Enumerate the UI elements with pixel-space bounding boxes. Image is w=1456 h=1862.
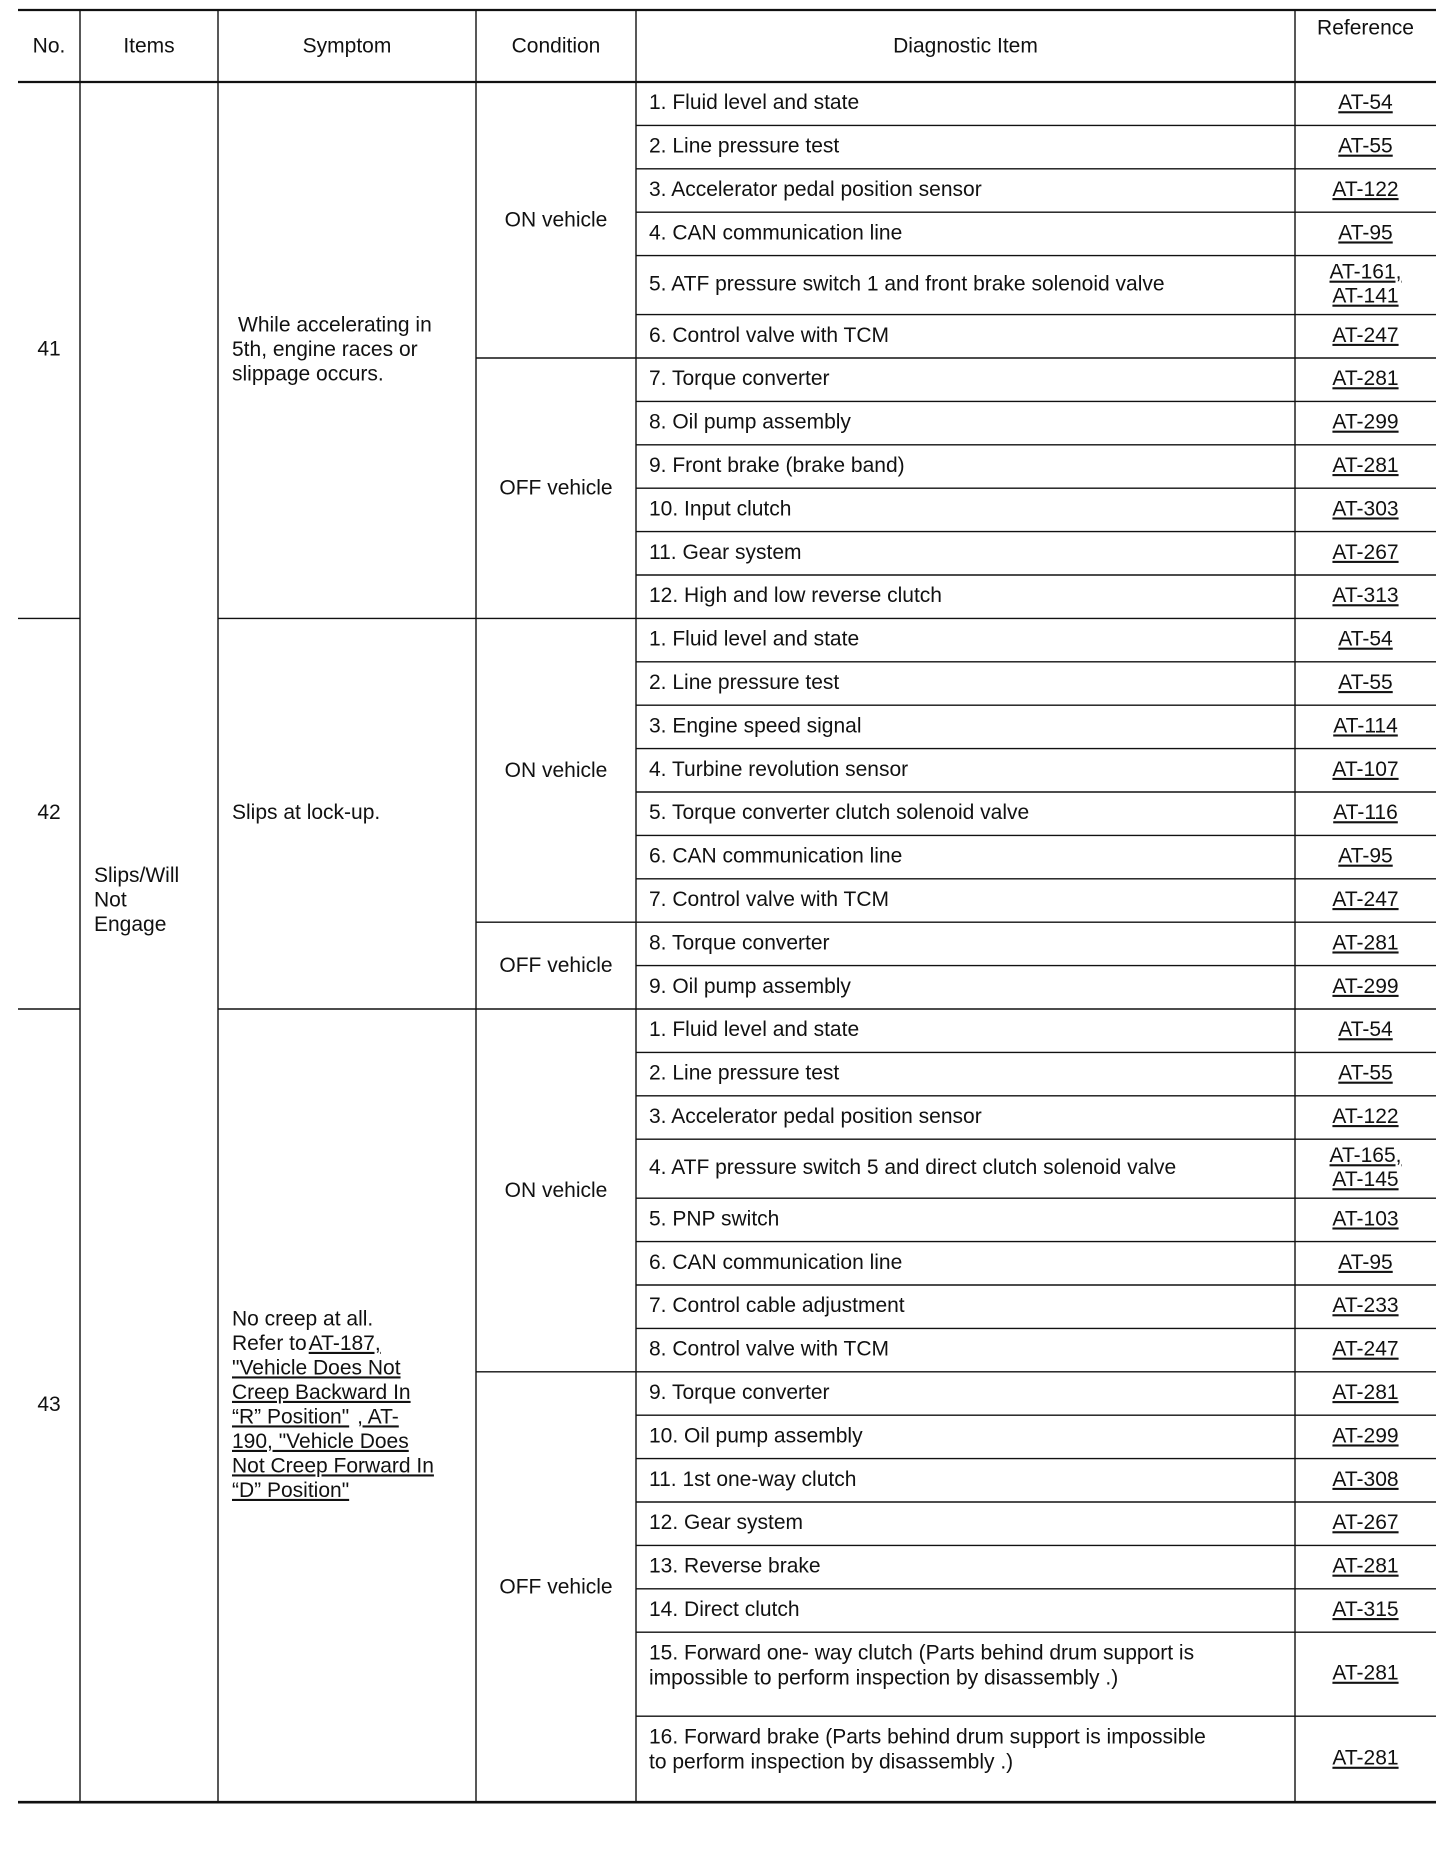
header-diagnostic-item: Diagnostic Item — [893, 34, 1038, 58]
condition-label: OFF vehicle — [499, 954, 613, 978]
reference-link[interactable]: AT-267 — [1332, 1511, 1399, 1535]
entry-number: 43 — [37, 1393, 61, 1417]
diagnostic-item: 9. Torque converter — [649, 1381, 830, 1405]
reference-link[interactable]: AT-313 — [1332, 584, 1399, 608]
header-no: No. — [32, 34, 66, 58]
diagnostic-item: 8. Torque converter — [649, 931, 830, 955]
symptom-link-line[interactable]: “R” Position" — [232, 1405, 350, 1429]
reference-link[interactable]: AT-95 — [1338, 221, 1393, 245]
items-label-line: Engage — [94, 912, 167, 936]
symptom-link-line[interactable]: "Vehicle Does Not — [232, 1356, 401, 1380]
diagnostic-item: 3. Accelerator pedal position sensor — [649, 178, 982, 202]
diagnostic-item: 6. CAN communication line — [649, 1250, 903, 1274]
header-reference: Reference — [1317, 16, 1414, 40]
reference-link[interactable]: AT-55 — [1338, 1061, 1393, 1085]
diagnostic-item: 13. Reverse brake — [649, 1554, 821, 1578]
reference-link[interactable]: AT-247 — [1332, 1337, 1399, 1361]
reference-link[interactable]: AT-233 — [1332, 1294, 1399, 1318]
reference-link[interactable]: AT-299 — [1332, 410, 1399, 434]
diagnostic-item: 4. Turbine revolution sensor — [649, 757, 909, 781]
symptom-link-line[interactable]: Creep Backward In — [232, 1380, 411, 1404]
reference-link[interactable]: AT-315 — [1332, 1598, 1399, 1622]
symptom-link-line[interactable]: 190, "Vehicle Does — [232, 1429, 409, 1453]
diagnostic-item: 8. Control valve with TCM — [649, 1337, 890, 1361]
reference-link[interactable]: AT-281 — [1332, 367, 1399, 391]
diagnostic-item: 2. Line pressure test — [649, 134, 840, 158]
condition-label: ON vehicle — [504, 1178, 608, 1202]
reference-link[interactable]: AT-55 — [1338, 671, 1393, 695]
reference-link[interactable]: AT-299 — [1332, 974, 1399, 998]
diagnostic-item-line: impossible to perform inspection by disassembly .) — [649, 1666, 1119, 1690]
diagnostic-item-line: to perform inspection by disassembly .) — [649, 1750, 1014, 1774]
symptom-text-line: 5th, engine races or — [232, 338, 418, 362]
diagnostic-item: 8. Oil pump assembly — [649, 410, 851, 434]
reference-link[interactable]: AT-281 — [1332, 931, 1399, 955]
reference-link[interactable]: AT-122 — [1332, 178, 1399, 202]
reference-link[interactable]: AT-54 — [1338, 91, 1393, 115]
reference-link[interactable]: AT-55 — [1338, 134, 1393, 158]
reference-link[interactable]: AT-145 — [1332, 1168, 1399, 1192]
reference-link[interactable]: AT-116 — [1333, 801, 1398, 825]
diagnostic-item: 9. Front brake (brake band) — [649, 454, 905, 478]
diagnostic-item: 3. Engine speed signal — [649, 714, 862, 738]
reference-link[interactable]: AT-165, — [1329, 1144, 1402, 1168]
reference-link[interactable]: AT-281 — [1332, 454, 1399, 478]
reference-link[interactable]: AT-281 — [1332, 1554, 1399, 1578]
condition-label: OFF vehicle — [499, 476, 613, 500]
diagnostic-item: 4. CAN communication line — [649, 221, 903, 245]
table-header — [33, 17, 1414, 58]
diagnostic-item: 5. ATF pressure switch 1 and front brake solenoid valve — [649, 272, 1165, 296]
condition-label: OFF vehicle — [499, 1575, 613, 1599]
diagnostic-item: 4. ATF pressure switch 5 and direct clutch solenoid valve — [649, 1156, 1177, 1180]
symptom-link-line[interactable]: “D” Position" — [232, 1478, 350, 1502]
reference-link[interactable]: AT-103 — [1332, 1207, 1399, 1231]
symptom-text-line: Refer to — [232, 1331, 307, 1355]
diagnostic-item: 2. Line pressure test — [649, 1061, 840, 1085]
symptom-text-line: slippage occurs. — [232, 362, 384, 386]
symptom-text-line: No creep at all. — [232, 1307, 374, 1331]
diagnostic-item: 6. CAN communication line — [649, 844, 903, 868]
diagnostic-item: 10. Oil pump assembly — [649, 1424, 863, 1448]
symptom-link-line[interactable]: Not Creep Forward In — [232, 1454, 434, 1478]
reference-link[interactable]: AT-281 — [1332, 1661, 1399, 1685]
diagnostic-item: 7. Control valve with TCM — [649, 888, 890, 912]
diagnostic-item: 7. Control cable adjustment — [649, 1294, 905, 1318]
reference-link[interactable]: AT-281 — [1332, 1746, 1399, 1770]
header-condition: Condition — [511, 34, 601, 58]
entry-number: 41 — [37, 337, 61, 361]
condition-label: ON vehicle — [504, 208, 608, 232]
diagnostic-item-line: 15. Forward one- way clutch (Parts behind drum support is — [649, 1641, 1195, 1665]
diagnostic-item: 12. Gear system — [649, 1511, 804, 1535]
diagnostic-item: 10. Input clutch — [649, 497, 792, 521]
reference-link[interactable]: AT-141 — [1332, 284, 1399, 308]
reference-link[interactable]: AT-54 — [1338, 1018, 1393, 1042]
symptom-link-ref[interactable]: , AT- — [357, 1405, 399, 1429]
items-label-line: Slips/Will — [94, 863, 180, 887]
diagnostic-item-line: 16. Forward brake (Parts behind drum support is impossible — [649, 1725, 1206, 1749]
reference-link[interactable]: AT-95 — [1338, 1250, 1393, 1274]
reference-link[interactable]: AT-114 — [1333, 714, 1398, 738]
symptom-link-ref[interactable]: AT-187, — [308, 1331, 381, 1355]
diagnostic-item: 2. Line pressure test — [649, 671, 840, 695]
reference-link[interactable]: AT-247 — [1332, 323, 1399, 347]
diagnostic-item: 11. Gear system — [649, 540, 802, 564]
reference-link[interactable]: AT-267 — [1332, 540, 1399, 564]
reference-link[interactable]: AT-303 — [1332, 497, 1399, 521]
diagnostic-item: 6. Control valve with TCM — [649, 323, 890, 347]
diagnostic-item: 1. Fluid level and state — [649, 1018, 860, 1042]
header-symptom: Symptom — [302, 34, 392, 58]
diagnostic-item: 9. Oil pump assembly — [649, 974, 851, 998]
diagnostic-item: 5. Torque converter clutch solenoid valve — [649, 801, 1030, 825]
diagnostic-item: 11. 1st one-way clutch — [649, 1467, 857, 1491]
reference-link[interactable]: AT-308 — [1332, 1467, 1399, 1491]
table-body — [37, 91, 1401, 1774]
reference-link[interactable]: AT-54 — [1338, 627, 1393, 651]
diagnostic-item: 3. Accelerator pedal position sensor — [649, 1105, 982, 1129]
reference-link[interactable]: AT-281 — [1332, 1381, 1399, 1405]
condition-label: ON vehicle — [504, 758, 608, 782]
diagnostic-item: 12. High and low reverse clutch — [649, 584, 942, 608]
diagnostic-item: 1. Fluid level and state — [649, 91, 860, 115]
reference-link[interactable]: AT-107 — [1332, 757, 1399, 781]
items-label-line: Not — [94, 888, 127, 912]
header-items: Items — [123, 34, 175, 58]
reference-link[interactable]: AT-299 — [1332, 1424, 1399, 1448]
diagnostic-item: 14. Direct clutch — [649, 1598, 800, 1622]
reference-link[interactable]: AT-122 — [1332, 1105, 1399, 1129]
entry-number: 42 — [37, 801, 61, 825]
reference-link[interactable]: AT-95 — [1338, 844, 1393, 868]
reference-link[interactable]: AT-247 — [1332, 888, 1399, 912]
diagnostic-item: 1. Fluid level and state — [649, 627, 860, 651]
symptom-text-line: While accelerating in — [238, 313, 432, 337]
symptom-text-line: Slips at lock-up. — [232, 801, 381, 825]
diagnostic-item: 5. PNP switch — [649, 1207, 780, 1231]
reference-link[interactable]: AT-161, — [1329, 260, 1402, 284]
diagnostic-item: 7. Torque converter — [649, 367, 830, 391]
